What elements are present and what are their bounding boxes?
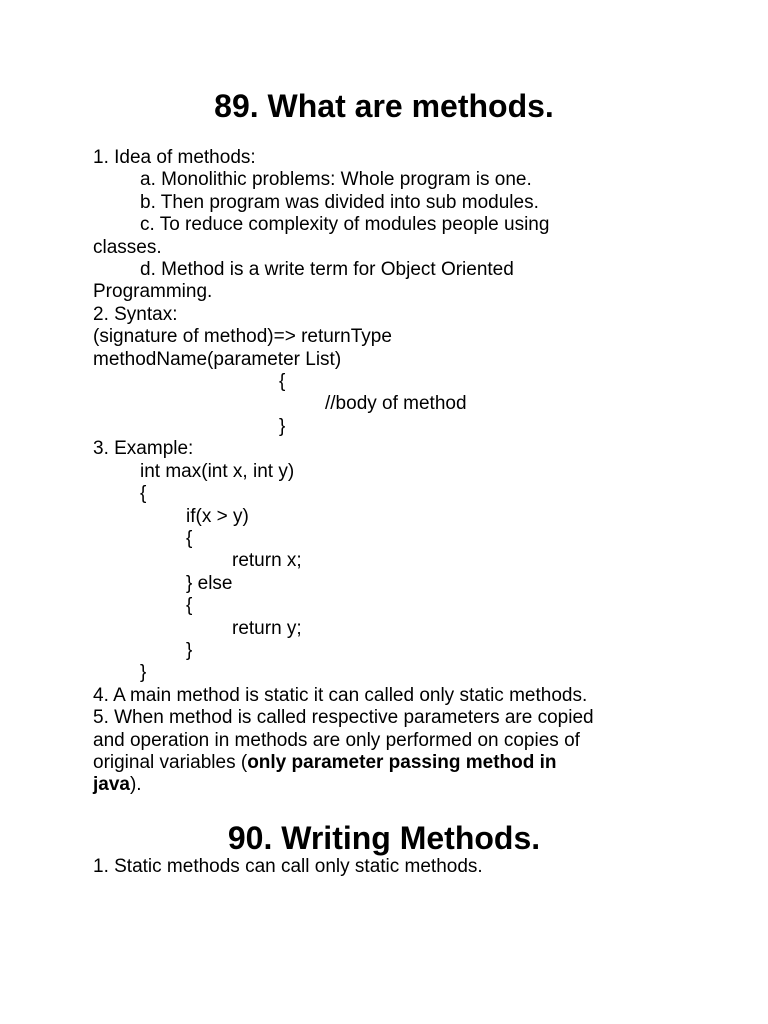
point-5-line1: 5. When method is called respective parameters are copied bbox=[93, 707, 594, 729]
idea-item-a: a. Monolithic problems: Whole program is one. bbox=[140, 169, 532, 191]
section-89-body bbox=[93, 147, 653, 797]
syntax-open-brace: { bbox=[279, 371, 286, 393]
code-line: if(x > y) bbox=[186, 505, 249, 527]
idea-item-d-line2: Programming. bbox=[93, 281, 213, 303]
section-90-body bbox=[93, 856, 653, 878]
idea-item-c-line2: classes. bbox=[93, 236, 162, 258]
point-5-emphasis: only parameter passing method in bbox=[247, 751, 557, 773]
code-line: { bbox=[186, 527, 193, 549]
point-4: 4. A main method is static it can called only static methods. bbox=[93, 684, 588, 706]
idea-heading: 1. Idea of methods: bbox=[93, 147, 256, 168]
point-5-emphasis-end: java bbox=[93, 774, 130, 796]
syntax-line-2: methodName(parameter List) bbox=[93, 348, 342, 370]
code-line: { bbox=[140, 483, 147, 505]
point-5-closing: ). bbox=[129, 774, 142, 796]
section-90-point-1: 1. Static methods can call only static methods. bbox=[93, 856, 483, 877]
point-5-line2: and operation in methods are only performed on copies of bbox=[93, 729, 580, 751]
idea-item-d-line1: d. Method is a write term for Object Oriented bbox=[140, 259, 514, 281]
idea-item-c-line1: c. To reduce complexity of modules people using bbox=[140, 214, 550, 236]
example-heading: 3. Example: bbox=[93, 438, 194, 460]
syntax-body-comment: //body of method bbox=[325, 393, 467, 415]
syntax-heading: 2. Syntax: bbox=[93, 303, 178, 325]
section-90-title: 90. Writing Methods. bbox=[227, 820, 541, 856]
section-89-title: 89. What are methods. bbox=[214, 88, 554, 124]
code-line: } bbox=[140, 662, 147, 684]
code-line: } else bbox=[186, 572, 233, 594]
syntax-line-1: (signature of method)=> returnType bbox=[93, 326, 392, 348]
idea-item-b: b. Then program was divided into sub modules. bbox=[140, 191, 539, 213]
point-5-line4 bbox=[93, 774, 653, 796]
point-5-line3 bbox=[93, 752, 653, 774]
code-line: int max(int x, int y) bbox=[140, 460, 295, 482]
syntax-close-brace: } bbox=[279, 415, 286, 437]
code-line: } bbox=[186, 639, 193, 661]
code-line: return x; bbox=[232, 550, 302, 572]
code-line: { bbox=[186, 595, 193, 617]
code-line: return y; bbox=[232, 617, 302, 639]
point-5-text: original variables ( bbox=[93, 751, 248, 773]
